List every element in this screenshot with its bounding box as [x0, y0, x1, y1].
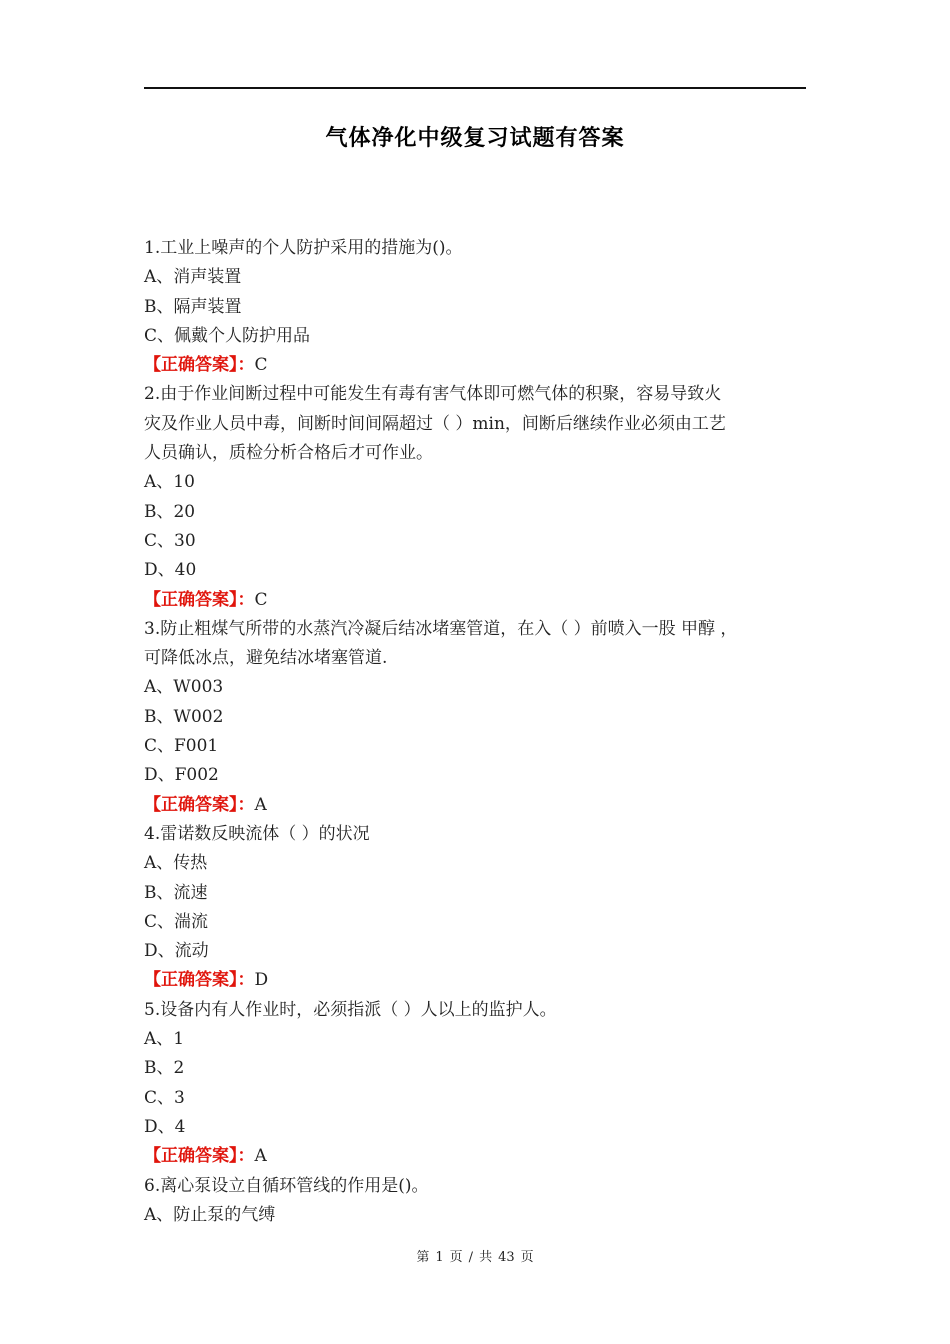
question-stem-line: 3.防止粗煤气所带的水蒸汽冷凝后结冰堵塞管道，在入（ ）前喷入一股 甲醇 ， [144, 618, 738, 639]
option: C、3 [144, 1087, 185, 1108]
option: D、流动 [144, 941, 209, 962]
option: A、10 [144, 472, 195, 493]
question-list [144, 234, 810, 1230]
option: A、W003 [144, 677, 224, 698]
footer-total-word: 共 [479, 1250, 493, 1265]
option: C、30 [144, 530, 196, 551]
question-stem-line: 灾及作业人员中毒，间断时间间隔超过（ ）min，间断后继续作业必须由工艺 [144, 413, 726, 434]
option: C、F001 [144, 736, 219, 757]
answer-row [144, 586, 810, 615]
option: C、佩戴个人防护用品 [144, 325, 311, 346]
answer-value: D [254, 970, 269, 991]
option: B、流速 [144, 882, 208, 903]
question-stem-line: 2.由于作业间断过程中可能发生有毒有害气体即可燃气体的积聚，容易导致火 [144, 384, 722, 405]
option: A、防止泵的气缚 [144, 1204, 276, 1225]
option: B、W002 [144, 706, 224, 727]
option: A、传热 [144, 853, 208, 874]
question-stem-line: 可降低冰点，避免结冰堵塞管道. [144, 648, 388, 669]
option: A、消声装置 [144, 267, 242, 288]
answer-label: 【正确答案】： [144, 589, 255, 610]
option: C、湍流 [144, 911, 209, 932]
answer-value: A [254, 1146, 267, 1167]
answer-value: C [254, 355, 268, 376]
answer-label: 【正确答案】： [144, 794, 255, 815]
answer-row [144, 791, 810, 820]
footer-prefix: 第 [416, 1250, 430, 1265]
answer-value: C [254, 589, 268, 610]
question-stem: 4.雷诺数反映流体（ ）的状况 [144, 823, 370, 844]
footer-suffix: 页 [520, 1250, 534, 1265]
question-stem-line: 人员确认，质检分析合格后才可作业。 [144, 443, 433, 464]
option: D、F002 [144, 765, 219, 786]
option: B、20 [144, 501, 196, 522]
answer-value: A [254, 794, 267, 815]
answer-row [144, 351, 810, 380]
question-stem: 5.设备内有人作业时，必须指派（ ）人以上的监护人。 [144, 999, 557, 1020]
footer-separator: / [468, 1250, 474, 1265]
answer-label: 【正确答案】： [144, 1146, 255, 1167]
total-page-count: 43 [498, 1250, 515, 1265]
question-stem: 6.离心泵设立自循环管线的作用是()。 [144, 1175, 429, 1196]
option: B、隔声装置 [144, 296, 242, 317]
page-footer [0, 1246, 950, 1265]
option: D、40 [144, 560, 197, 581]
footer-page-word: 页 [449, 1250, 463, 1265]
question-stem: 1.工业上噪声的个人防护采用的措施为()。 [144, 238, 463, 258]
header-rule [144, 87, 806, 89]
option: B、2 [144, 1058, 185, 1079]
answer-row [144, 966, 810, 995]
document-title: 气体净化中级复习试题有答案 [325, 125, 625, 151]
current-page-number: 1 [435, 1250, 444, 1265]
option: D、4 [144, 1116, 186, 1137]
option: A、1 [144, 1029, 185, 1050]
answer-label: 【正确答案】： [144, 355, 255, 376]
answer-row [144, 1142, 810, 1171]
answer-label: 【正确答案】： [144, 970, 255, 991]
